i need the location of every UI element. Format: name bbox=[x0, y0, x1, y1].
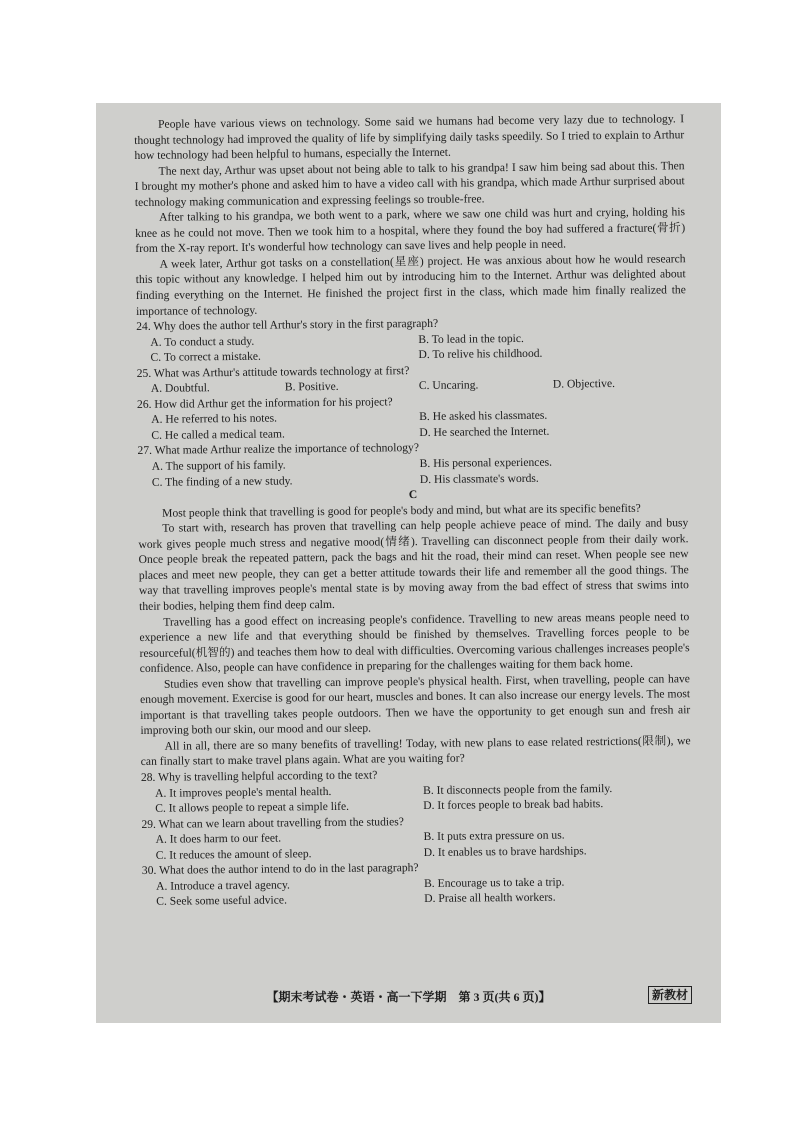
answer-options bbox=[141, 826, 691, 863]
answer-option: B. Positive. bbox=[284, 380, 339, 394]
answer-options bbox=[138, 453, 688, 490]
question bbox=[137, 438, 687, 490]
answer-option: B. To lead in the topic. bbox=[418, 331, 524, 346]
answer-option: B. Encourage us to take a trip. bbox=[423, 875, 565, 890]
answer-option: C. He called a medical team. bbox=[151, 427, 285, 442]
answer-option: B. He asked his classmates. bbox=[419, 409, 548, 424]
answer-option: A. Doubtful. bbox=[150, 381, 210, 396]
answer-option: C. It allows people to repeat a simple life. bbox=[155, 799, 350, 815]
answer-options bbox=[141, 780, 691, 817]
paragraph: A week later, Arthur got tasks on a constellation(星座) project. He was anxious about how he would research this topic without any knowledge. I helped him out by introducing him to the Internet. Arthur was delighted about finding everything on the Internet. He finished the project first in the class, which made him finally realized the importance of technology. bbox=[135, 252, 686, 318]
questions-b bbox=[136, 313, 688, 490]
answer-option: C. It reduces the amount of sleep. bbox=[155, 846, 312, 862]
answer-option: C. The finding of a new study. bbox=[151, 473, 293, 489]
paragraph: People have various views on technology. Some said we humans had become very lazy due to technology. I thought technology had improved the quality of life by simplifying daily tasks speedily. So I tried to explain to Arthur how technology had been helpful to humans, especially the Internet. bbox=[134, 112, 685, 163]
new-textbook-badge: 新教材 bbox=[648, 986, 692, 1004]
answer-option: D. It forces people to break bad habits. bbox=[423, 797, 604, 813]
answer-option: D. He searched the Internet. bbox=[419, 424, 550, 439]
question-stem: 26. How did Arthur get the information for his project? bbox=[136, 395, 393, 411]
answer-option: A. It does harm to our feet. bbox=[155, 831, 282, 846]
question bbox=[141, 764, 691, 816]
question bbox=[136, 313, 686, 365]
answer-option: B. It puts extra pressure on us. bbox=[423, 828, 565, 844]
questions-c bbox=[141, 764, 692, 910]
question-stem: 29. What can we learn about travelling from the studies? bbox=[141, 814, 404, 831]
section-c-heading: C bbox=[408, 488, 418, 502]
answer-option: C. Uncaring. bbox=[418, 378, 479, 393]
answer-option: A. To conduct a study. bbox=[150, 334, 255, 349]
question-stem: 25. What was Arthur's attitude towards technology at first? bbox=[136, 363, 410, 380]
page-footer: 【期末考试卷・英语・高一下学期 第 3 页(共 6 页)】 bbox=[266, 990, 551, 1004]
answer-option: A. It improves people's mental health. bbox=[155, 784, 332, 800]
answer-options bbox=[137, 407, 687, 444]
answer-option: A. The support of his family. bbox=[151, 458, 286, 473]
question-stem: 28. Why is travelling helpful according to the text? bbox=[140, 768, 378, 784]
answer-options bbox=[136, 329, 686, 366]
answer-option: D. It enables us to brave hardships. bbox=[423, 844, 587, 859]
answer-option: B. It disconnects people from the family. bbox=[422, 781, 613, 797]
answer-option: A. He referred to his notes. bbox=[151, 411, 278, 427]
paragraph: Studies even show that travelling can improve people's physical health. First, when travelling, people can have enough movement. Exercise is good for our heart, muscles and bones. It can also increase our energy levels. The most important is that travelling takes people outdoors. Then we have the opportunity to get enough sun and fresh air improving both our skin, our mood and our sleep. bbox=[140, 671, 691, 738]
question-stem: 27. What made Arthur realize the importance of technology? bbox=[137, 441, 420, 458]
answer-option: D. Objective. bbox=[552, 377, 616, 391]
answer-option: D. To relive his childhood. bbox=[418, 346, 543, 362]
passage-c bbox=[138, 500, 691, 770]
question-stem: 30. What does the author intend to do in the last paragraph? bbox=[141, 861, 419, 878]
answer-option: D. Praise all health workers. bbox=[424, 890, 556, 906]
question bbox=[137, 360, 687, 397]
answer-option: A. Introduce a travel agency. bbox=[155, 878, 290, 893]
question bbox=[141, 811, 691, 863]
paragraph: Most people think that travelling is good for people's body and mind, but what are its specific benefits? bbox=[162, 501, 641, 520]
paragraph: Travelling has a good effect on increasing people's confidence. Travelling to new areas means people need to experience a new life and that everything should be finished by themselves. Travelling forces people to be resourceful(机智的) and teaches them how to deal with difficulties. Overcoming various challenges increases people's confidence. Also, people can have confidence in preparing for the challenges waiting for them back home. bbox=[139, 609, 690, 676]
answer-option: D. His classmate's words. bbox=[419, 471, 539, 486]
passage-b bbox=[134, 111, 686, 319]
page-content bbox=[134, 111, 692, 910]
paragraph: After talking to his grandpa, we both went to a park, where we saw one child was hurt and crying, holding his knee as he could not move. Then we took him to a hospital, where they found the boy had suffered a fracture(骨折) from the X-ray report. It's wonderful how technology can save lives and help people in need. bbox=[135, 205, 686, 256]
question-stem: 24. Why does the author tell Arthur's story in the first paragraph? bbox=[136, 316, 439, 334]
exam-page bbox=[96, 103, 721, 1023]
answer-options bbox=[142, 873, 692, 910]
paragraph: To start with, research has proven that travelling can help people achieve peace of mind. The daily and busy work gives people much stress and negative mood(情绪). Travelling can disconnect people from their daily work. Once people break the repeated pattern, pack the bags and hit the road, their mind can reset. When people see new places and meet new people, they can get a better attitude towards their life and remember all the good things. The way that travelling improves people's mental state is by moving away from the bad effect of stress that swims into their bodies, helping them find deep calm. bbox=[138, 516, 690, 613]
question bbox=[137, 391, 687, 443]
answer-option: C. Seek some useful advice. bbox=[156, 893, 287, 909]
paragraph: All in all, there are so many benefits of travelling! Today, with new plans to ease related restrictions(限制), we can finally start to make travel plans again. What are you waiting for? bbox=[140, 734, 691, 769]
question bbox=[142, 857, 692, 909]
paragraph: The next day, Arthur was upset about not being able to talk to his grandpa! I saw him being sad about this. Then I brought my mother's phone and asked him to have a video call with his grandpa, which made Arthur surprised about technology making communication and expressing feelings so trouble-free. bbox=[134, 158, 685, 209]
answer-option: C. To correct a mistake. bbox=[150, 349, 261, 365]
answer-option: B. His personal experiences. bbox=[419, 455, 553, 471]
